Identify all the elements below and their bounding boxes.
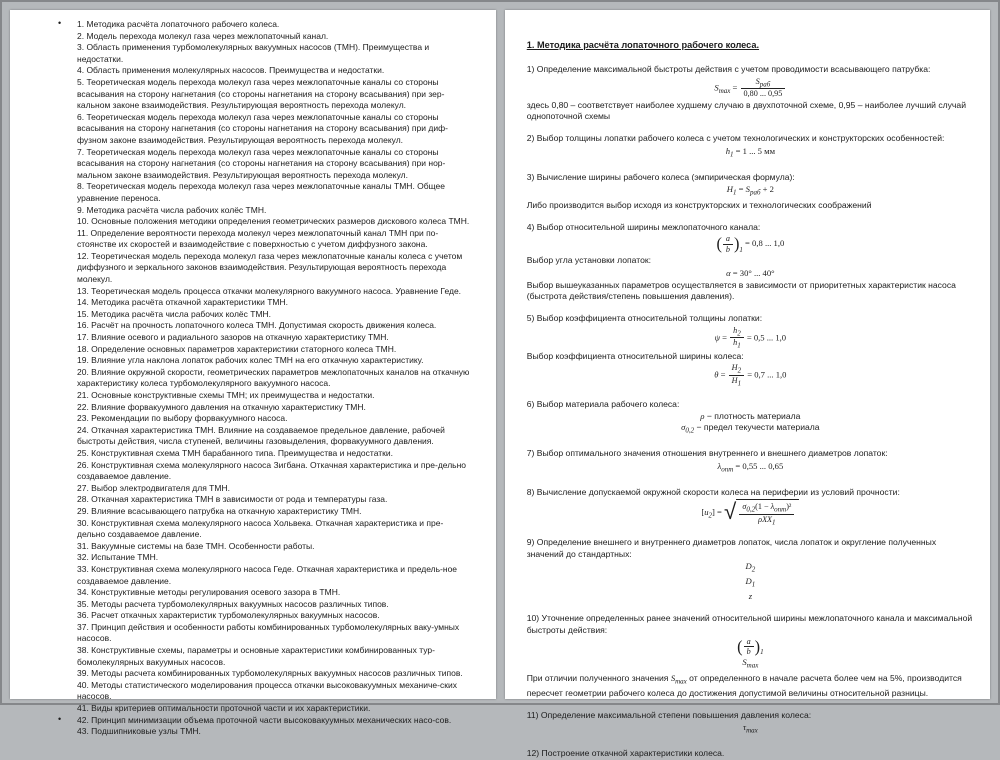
- list-item-text: 29. Влияние всасывающего патрубка на откачную характеристику ТМН.: [77, 505, 362, 516]
- bullet-marker: •: [58, 713, 62, 724]
- list-item: [77, 668, 470, 680]
- formula-line: ψ = $\frac{h_2}{h_1}$ = 0,5 ... 1,0: [714, 325, 787, 351]
- step-paragraph: 5) Выбор коэффициента относительной толщины лопатки:: [526, 313, 763, 324]
- bullet-marker: •: [58, 18, 62, 28]
- list-item: [77, 448, 470, 460]
- step-paragraph: 1) Определение максимальной быстроты действия с учетом проводимости всасывающего патрубка:: [526, 64, 931, 75]
- formula-line: α = 30° ... 40°: [726, 267, 775, 278]
- list-item: [77, 599, 470, 611]
- list-item-text: 42. Принцип минимизации объема проточной части высоковакуумных механических насо-сов.: [77, 714, 452, 725]
- step-paragraph: 10) Уточнение определенных ранее значений относительной ширины межлопаточного канала и максимальной быстроты действия:: [526, 613, 973, 635]
- fraction: $\frac{\sigma_{0,2}(1 - \lambda_{опт})^2}{\rho XX_1}$: [739, 502, 794, 526]
- formula-line: ( $\frac{a}{b}$ ) 1 = 0,8 ... 1,0: [716, 234, 785, 254]
- step-paragraph: 7) Выбор оптимального значения отношения внутреннего и внешнего диаметров лопаток:: [526, 448, 888, 459]
- list-item-text: 25. Конструктивная схема ТМН барабанного типа. Преимущества и недостатки.: [77, 447, 393, 458]
- list-item-text: 27. Выбор электродвигателя для ТМН.: [77, 482, 230, 493]
- fraction: $\frac{a}{b}$: [744, 637, 754, 657]
- list-item: [77, 402, 470, 414]
- list-item-text: 28. Откачная характеристика ТМН в зависимости от рода и температуры газа.: [77, 494, 388, 505]
- list-item: [77, 31, 470, 43]
- list-item: [77, 645, 470, 668]
- list-item-text: 38. Конструктивные схемы, параметры и основные характеристики комбинированных тур-бомолекулярных вакуумных насосов.: [77, 645, 435, 667]
- list-item: [77, 297, 470, 309]
- list-item: [77, 286, 470, 298]
- list-item-text: 4. Область применения молекулярных насосов. Преимущества и недостатки.: [77, 65, 385, 76]
- formula-line: $S_{max}$: [742, 656, 759, 670]
- list-item-text: 37. Принцип действия и особенности работы комбинированных турбомолекулярных ваку-умных насосов.: [77, 621, 460, 644]
- list-item: [77, 564, 470, 587]
- list-item-text: 21. Основные конструктивные схемы ТМН; их преимущества и недостатки.: [77, 390, 375, 400]
- list-item-text: 34. Конструктивные методы регулирования осевого зазора в ТМН.: [77, 587, 341, 598]
- list-item: [77, 251, 470, 286]
- list-item: [77, 680, 470, 703]
- list-item-text: 11. Определение вероятности перехода молекул через межлопаточный канал ТМН при по-стоянстве их скоростей и взаимодействие с поверхностью с учетом диффузного закона.: [77, 227, 439, 250]
- step-paragraph: 9) Определение внешнего и внутреннего диаметров лопаток, числа лопаток и округление полученных значений до стандартных:: [526, 537, 937, 559]
- section-title: 1. Методика расчёта лопаточного рабочего колеса.: [526, 40, 760, 50]
- answer-blocks: [527, 64, 974, 759]
- paragraph: Выбор коэффициента относительной ширины колеса:: [526, 351, 744, 362]
- list-item-text: 10. Основные положения методики определения геометрических размеров дискового колеса ТМН.: [77, 216, 470, 227]
- list-item-text: 16. Расчёт на прочность лопаточного колеса ТМН. Допустимая скорость движения колеса.: [77, 320, 437, 331]
- toc-list: [58, 18, 470, 738]
- list-item-text: 12. Теоретическая модель перехода молекул газа через межлопаточные каналы колеса с учетом диффузного и зеркального законов взаимодействия. Результирующая вероятность перехода молекул.: [77, 250, 463, 285]
- list-item-text: 19. Влияние угла наклона лопаток рабочих колес ТМН на его откачную характеристику.: [77, 355, 424, 366]
- list-item-text: 24. Откачная характеристика ТМН. Влияние на создаваемое предельное давление, рабочей быстроты действия, числа ступеней, величины газовыделения, форвакуумного давления.: [77, 424, 445, 447]
- list-item-text: 40. Методы статистического моделирования процесса откачки высоковакуумных механиче-ских насосов.: [77, 679, 457, 702]
- list-item: [77, 587, 470, 599]
- formula-line: $H_1 = S_{раб} + 2$: [726, 183, 774, 197]
- list-item-text: 14. Методика расчёта откачной характеристики ТМН.: [77, 297, 288, 308]
- list-item: [77, 320, 470, 332]
- list-item-text: 36. Расчет откачных характеристик турбомолекулярных вакуумных насосов.: [77, 610, 380, 621]
- list-item-text: 32. Испытание ТМН.: [77, 552, 159, 563]
- list-item: [77, 483, 470, 495]
- list-item: [77, 552, 470, 564]
- list-item: [77, 425, 470, 448]
- list-item-text: 35. Методы расчета турбомолекулярных вакуумных насосов различных типов.: [77, 598, 389, 609]
- list-item-text: 22. Влияние форвакуумного давления на откачную характеристику ТМН.: [77, 401, 366, 412]
- fraction: $\frac{S_{раб}}{0,80 ... 0,95}$: [741, 77, 786, 99]
- list-item-text: 33. Конструктивная схема молекулярного насоса Геде. Откачная характеристика и предель-ное создаваемое давление.: [77, 563, 458, 586]
- sqrt: √ $\frac{\sigma_{0,2}(1 - \lambda_{опт})^2}{\rho XX_1}$: [724, 499, 799, 526]
- list-item-text: 43. Подшипниковые узлы ТМН.: [77, 726, 201, 737]
- list-item: [77, 610, 470, 622]
- formula-line: $h_1 = 1$ ... 5 мм: [725, 145, 776, 159]
- list-item: [77, 367, 470, 390]
- paragraph: При отличии полученного значения $S_{max}$ от определенного в начале расчета более чем на 5%, производится пересчет геометрии рабочего колеса до достижения допустимой величины относительной разницы.: [526, 672, 962, 698]
- step-paragraph: 11) Определение максимальной степени повышения давления колеса:: [526, 709, 812, 720]
- formula-line: $\lambda_{опт} = 0,55$ ... 0,65: [717, 460, 784, 474]
- list-item: [58, 18, 470, 31]
- formula-line: z: [748, 590, 753, 601]
- list-item-text: 2. Модель перехода молекул газа через межлопаточный канал.: [77, 30, 329, 41]
- list-item-text: 7. Теоретическая модель перехода молекул газа через межлопаточные каналы со стороны всасывания на сторону нагнетания (со стороны нагнетания на сторону всасывания) при нор-мальном законе взаимодействия. Результирующая вероятность перехода молекул.: [77, 146, 446, 180]
- formula-line: $\tau_{max}$: [742, 722, 758, 735]
- answer-page: [505, 10, 990, 759]
- paragraph: здесь 0,80 – соответствует наиболее худшему случаю в двухпоточной схеме, 0,95 – наиболее лучший случай однопоточной схемы: [526, 99, 966, 121]
- list-item: [77, 112, 470, 147]
- list-item: [77, 228, 470, 251]
- list-item: [77, 77, 470, 112]
- list-item-text: 9. Методика расчёта числа рабочих колёс ТМН.: [77, 204, 267, 215]
- paragraph: Выбор угла установки лопаток:: [526, 255, 651, 266]
- list-item-text: 31. Вакуумные системы на базе ТМН. Особенности работы.: [77, 540, 315, 551]
- list-item: [77, 42, 470, 65]
- paragraph: Выбор вышеуказанных параметров осуществляется в зависимости от приоритетных характеристик насоса (быстрота действия/степень повышения давления).: [526, 279, 956, 302]
- list-item-text: 18. Определение основных параметров характеристики статорного колеса ТМН.: [77, 343, 397, 354]
- list-item-text: 5. Теоретическая модель перехода молекул газа через межлопаточные каналы со стороны всасывания на сторону нагнетания (со стороны нагнетания на сторону всасывания) при зер-кальном законе взаимодействия. Результирующая вероятность перехода молекул.: [77, 76, 445, 111]
- step-paragraph: 2) Выбор толщины лопатки рабочего колеса с учетом технологических и конструкторских особенностей:: [526, 133, 945, 144]
- list-item-text: 3. Область применения турбомолекулярных вакуумных насосов (ТМН). Преимущества и недостатки.: [77, 42, 430, 64]
- formula-line: $[u_2]$ = √ $\frac{\sigma_{0,2}(1 - \lambda_{опт})^2}{\rho XX_1}$: [527, 499, 974, 526]
- list-item: [77, 390, 470, 402]
- formula-line: $\sigma_{0,2}$ − предел текучести материала: [681, 422, 820, 436]
- list-item: [58, 713, 470, 727]
- list-item-text: 1. Методика расчёта лопаточного рабочего колеса.: [77, 19, 280, 29]
- paren-group: ( $\frac{a}{b}$ ) 1: [737, 636, 764, 657]
- question-list-page: [10, 10, 496, 737]
- formula-line: $D_1$: [745, 575, 756, 589]
- list-item: [77, 726, 470, 738]
- list-item: [77, 332, 470, 344]
- list-item: [77, 205, 470, 217]
- step-paragraph: 12) Построение откачной характеристики колеса.: [526, 748, 725, 759]
- list-item: [77, 65, 470, 77]
- paragraph: Либо производится выбор исходя из конструкторских и технологических соображений: [526, 199, 872, 210]
- list-item: [77, 309, 470, 321]
- list-item: [77, 181, 470, 204]
- list-item-text: 39. Методы расчета комбинированных турбомолекулярных вакуумных насосов различных типов.: [77, 668, 463, 679]
- list-item-text: 13. Теоретическая модель процесса откачки молекулярного вакуумного насоса. Уравнение Геде.: [77, 285, 462, 296]
- step-paragraph: 8) Вычисление допускаемой окружной скорости колеса на периферии из условий прочности:: [526, 486, 900, 497]
- fraction: $\frac{a}{b}$: [723, 234, 733, 254]
- list-item-text: 15. Методика расчёта числа рабочих колёс ТМН.: [77, 308, 272, 319]
- list-item: [77, 355, 470, 367]
- fraction: $\frac{H_2}{H_1}$: [729, 363, 744, 387]
- list-item: [77, 506, 470, 518]
- list-item-text: 23. Рекомендации по выбору форвакуумного насоса.: [77, 413, 288, 424]
- step-paragraph: 3) Вычисление ширины рабочего колеса (эмпирическая формула):: [526, 171, 795, 182]
- list-item-text: 6. Теоретическая модель перехода молекул газа через межлопаточные каналы со стороны всасывания на сторону нагнетания (со стороны нагнетания на сторону всасывания) при диф-фузном законе взаимодействия. Результирующая вероятность перехода молекул.: [77, 111, 448, 145]
- list-item: [77, 147, 470, 182]
- list-item: [77, 703, 470, 715]
- list-item-text: 20. Влияние окружной скорости, геометрических параметров межлопаточных каналов на откачную характеристику колеса турбомолекулярного вакуумного насоса.: [77, 366, 470, 389]
- formula-line: $D_2$: [745, 560, 756, 574]
- list-item: [77, 494, 470, 506]
- list-item: [77, 216, 470, 228]
- formula-line: $S_{max}$ = $\frac{S_{раб}}{0,80 ... 0,95}$: [527, 77, 974, 99]
- list-item-text: 17. Влияние осевого и радиального зазоров на откачную характеристику ТМН.: [77, 332, 389, 343]
- formula-line: ρ − плотность материала: [700, 411, 801, 422]
- formula-line: θ = $\frac{H_2}{H_1}$ = 0,7 ... 1,0: [714, 363, 787, 388]
- list-item-text: 26. Конструктивная схема молекулярного насоса Зигбана. Откачная характеристика и пре-дельно создаваемое давление.: [77, 459, 467, 482]
- list-item: [77, 460, 470, 483]
- list-item: [77, 344, 470, 356]
- fraction: $\frac{h_2}{h_1}$: [730, 326, 744, 350]
- paren-group: ( $\frac{a}{b}$ ) 1: [716, 234, 743, 254]
- list-item: [77, 518, 470, 541]
- list-item: [77, 622, 470, 645]
- list-item-text: 8. Теоретическая модель перехода молекул газа через межлопаточные каналы ТМН. Общее уравнение переноса.: [77, 181, 445, 203]
- list-item-text: 30. Конструктивная схема молекулярного насоса Хольвека. Откачная характеристика и пре-дельно создаваемое давление.: [77, 517, 444, 540]
- step-paragraph: 4) Выбор относительной ширины межлопаточного канала:: [526, 222, 761, 233]
- step-paragraph: 6) Выбор материала рабочего колеса:: [526, 398, 680, 409]
- list-item: [77, 541, 470, 553]
- formula-line: [527, 637, 974, 657]
- list-item: [77, 413, 470, 425]
- list-item-text: 41. Виды критериев оптимальности проточной части и их характеристики.: [77, 703, 371, 714]
